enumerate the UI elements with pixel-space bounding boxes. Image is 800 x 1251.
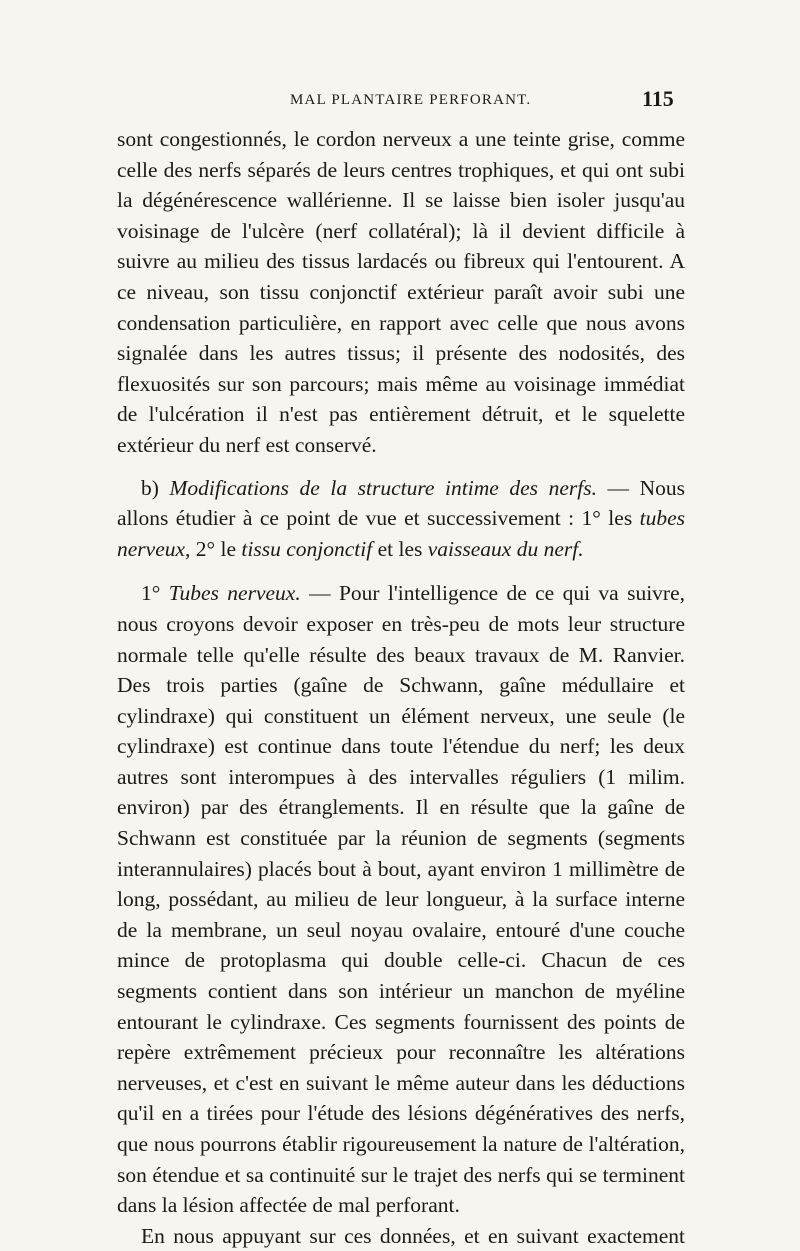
section-title: Tubes nerveux. [168, 581, 301, 606]
section-marker: b) [141, 475, 170, 500]
italic-term: vaisseaux du nerf. [427, 536, 584, 561]
section-marker: 1° [141, 581, 169, 606]
italic-term: tubes nerveux [117, 506, 685, 561]
running-title: MAL PLANTAIRE PERFORANT. [290, 92, 532, 108]
italic-term: tissu conjonctif [241, 536, 373, 561]
paragraph-text: , 2° le [185, 536, 242, 561]
paragraph-continuation: En nous appuyant sur ces données, et en suivant exactement [141, 1223, 685, 1248]
section-title: Modifications de la structure intime des nerfs. [169, 475, 597, 500]
body-text [117, 124, 685, 1251]
paragraph-structure-modifications [117, 473, 685, 565]
paragraph-nerve-tubes [117, 578, 685, 1220]
paragraph-text: et les [372, 536, 428, 561]
paragraph-text: — Nous allons étudier à ce point de vue et successivement : 1° les [117, 475, 685, 531]
paragraph-nerve-appearance: sont congestionnés, le cordon nerveux a une teinte grise, comme celle des nerfs séparés de leurs centres trophiques, et qui ont subi la dégénérescence wallérienne. Il se laisse bien isoler jusqu'au voisinage de l'ulcère (nerf collatéral); là il devient difficile à suivre au milieu des tissus lardacés ou fibreux qui l'entourent. A ce niveau, son tissu conjonctif extérieur paraît avoir subi une condensation particulière, en rapport avec celle que nous avons signalée dans les autres tissus; il présente des nodosités, des flexuosités sur son parcours; mais même au voisinage immédiat de l'ulcération il n'est pas entièrement détruit, et le squelette extérieur du nerf est conservé. [117, 127, 685, 457]
page-number: 115 [642, 86, 674, 111]
paragraph-text: — Pour l'intelligence de ce qui va suivre, nous croyons devoir exposer en très-peu de mots leur structure normale telle qu'elle résulte des beaux travaux de M. Ranvier. Des trois parties (gaîne de Schwann, gaîne médullaire et cylindraxe) qui constituent un élément nerveux, une seule (le cylindraxe) est continue dans toute l'étendue du nerf; les deux autres sont interompues à des intervalles réguliers (1 milim. environ) par des étranglements. Il en résulte que la gaîne de Schwann est constituée par la réunion de segments (segments interannulaires) placés bout à bout, ayant environ 1 millimètre de long, possédant, au milieu de leur longueur, à la surface interne de la membrane, un seul noyau ovalaire, entouré d'une couche mince de protoplasma qui double celle-ci. Chacun de ces segments contient dans son intérieur un manchon de myéline entourant le cylindraxe. Ces segments fournissent des points de repère extrêmement précieux pour reconnaître les altérations nerveuses, et c'est en suivant le même auteur dans les déductions qu'il en a tirées pour l'étude des lésions dégénératives des nerfs, que nous pourrons établir rigoureusement la nature de l'altération, son étendue et sa continuité sur le trajet des nerfs qui se terminent dans la lésion affectée de mal perforant. [117, 581, 685, 1218]
